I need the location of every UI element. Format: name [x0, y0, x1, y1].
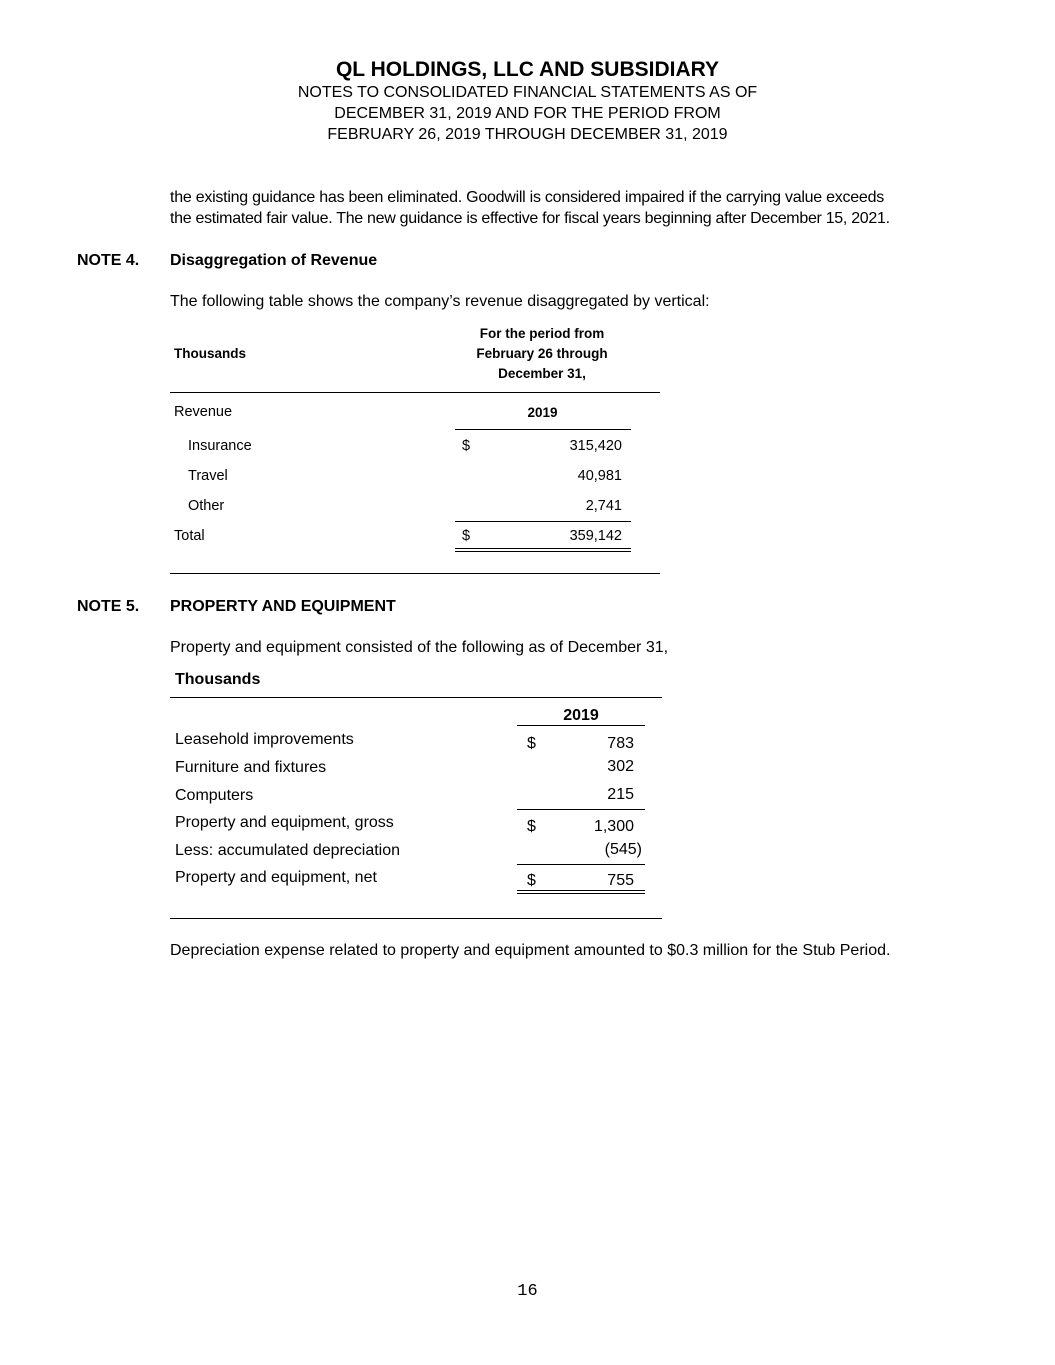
- property-row-label: Property and equipment, net: [175, 869, 377, 886]
- page-number: 16: [517, 1282, 538, 1301]
- revenue-total-label: Total: [174, 528, 205, 544]
- depreciation-text: Depreciation expense related to property and equipment amounted to $0.3 million for the Stub Period.: [170, 942, 891, 959]
- revenue-row-label: Insurance: [188, 438, 252, 454]
- revenue-row-label: Travel: [188, 468, 228, 484]
- revenue-units: Thousands: [174, 346, 247, 361]
- period-header-3: December 31,: [498, 366, 586, 381]
- revenue-year: 2019: [527, 405, 558, 420]
- property-year-rule: [517, 725, 645, 726]
- note4-text: The following table shows the company’s revenue disaggregated by vertical:: [170, 293, 710, 310]
- note5-text: Property and equipment consisted of the following as of December 31,: [170, 639, 669, 656]
- revenue-total-currency: $: [462, 528, 471, 544]
- property-row-value: 783: [607, 735, 634, 752]
- property-subtotal-rule: [517, 809, 645, 810]
- property-double-rule-2: [517, 893, 645, 894]
- property-row-label: Computers: [175, 787, 254, 804]
- revenue-bottom-rule: [170, 573, 660, 574]
- note4-title: Disaggregation of Revenue: [170, 252, 378, 269]
- intro-line-2: the estimated fair value. The new guidance is effective for fiscal years beginning after December 15, 2021.: [170, 210, 890, 227]
- revenue-row-value: 40,981: [577, 468, 622, 484]
- revenue-row-currency: $: [462, 438, 471, 454]
- property-row-value: 215: [607, 786, 634, 803]
- property-row-value: (545): [604, 841, 642, 858]
- property-row-currency: $: [527, 735, 536, 752]
- property-row-value: 302: [607, 758, 634, 775]
- note5-title: PROPERTY AND EQUIPMENT: [170, 598, 396, 615]
- revenue-row-value: 315,420: [569, 438, 622, 454]
- property-net-rule: [517, 864, 645, 865]
- revenue-row-value: 2,741: [585, 498, 622, 514]
- note5-label: NOTE 5.: [77, 598, 140, 615]
- property-row-label: Property and equipment, gross: [175, 814, 394, 831]
- property-row-currency: $: [527, 872, 536, 889]
- property-double-rule-1: [517, 890, 645, 891]
- property-row-label: Furniture and fixtures: [175, 759, 327, 776]
- revenue-double-rule-1: [455, 548, 631, 549]
- property-row-currency: $: [527, 818, 536, 835]
- revenue-section-label: Revenue: [174, 404, 233, 420]
- property-row-label: Leasehold improvements: [175, 731, 354, 748]
- header-line-2: DECEMBER 31, 2019 AND FOR THE PERIOD FROM: [334, 105, 721, 122]
- property-top-rule: [170, 697, 662, 698]
- revenue-total-value: 359,142: [569, 528, 622, 544]
- intro-line-1: the existing guidance has been eliminated. Goodwill is considered impaired if the carrying value exceeds: [170, 189, 884, 206]
- period-header-1: For the period from: [479, 326, 605, 341]
- revenue-row-label: Other: [188, 498, 225, 514]
- property-row-label: Less: accumulated depreciation: [175, 842, 401, 859]
- property-row-value: 1,300: [593, 818, 634, 835]
- property-row-value: 755: [607, 872, 634, 889]
- period-header-2: February 26 through: [476, 346, 608, 361]
- revenue-year-rule: [455, 429, 631, 430]
- header-line-3: FEBRUARY 26, 2019 THROUGH DECEMBER 31, 2019: [327, 126, 728, 143]
- company-title: QL HOLDINGS, LLC AND SUBSIDIARY: [335, 58, 720, 81]
- property-bottom-rule: [170, 918, 662, 919]
- note4-label: NOTE 4.: [77, 252, 140, 269]
- revenue-double-rule-2: [455, 551, 631, 552]
- property-units: Thousands: [175, 671, 261, 688]
- property-year: 2019: [563, 707, 599, 724]
- header-line-1: NOTES TO CONSOLIDATED FINANCIAL STATEMENTS AS OF: [297, 84, 758, 101]
- revenue-top-rule: [170, 392, 660, 393]
- revenue-subtotal-rule: [455, 521, 631, 522]
